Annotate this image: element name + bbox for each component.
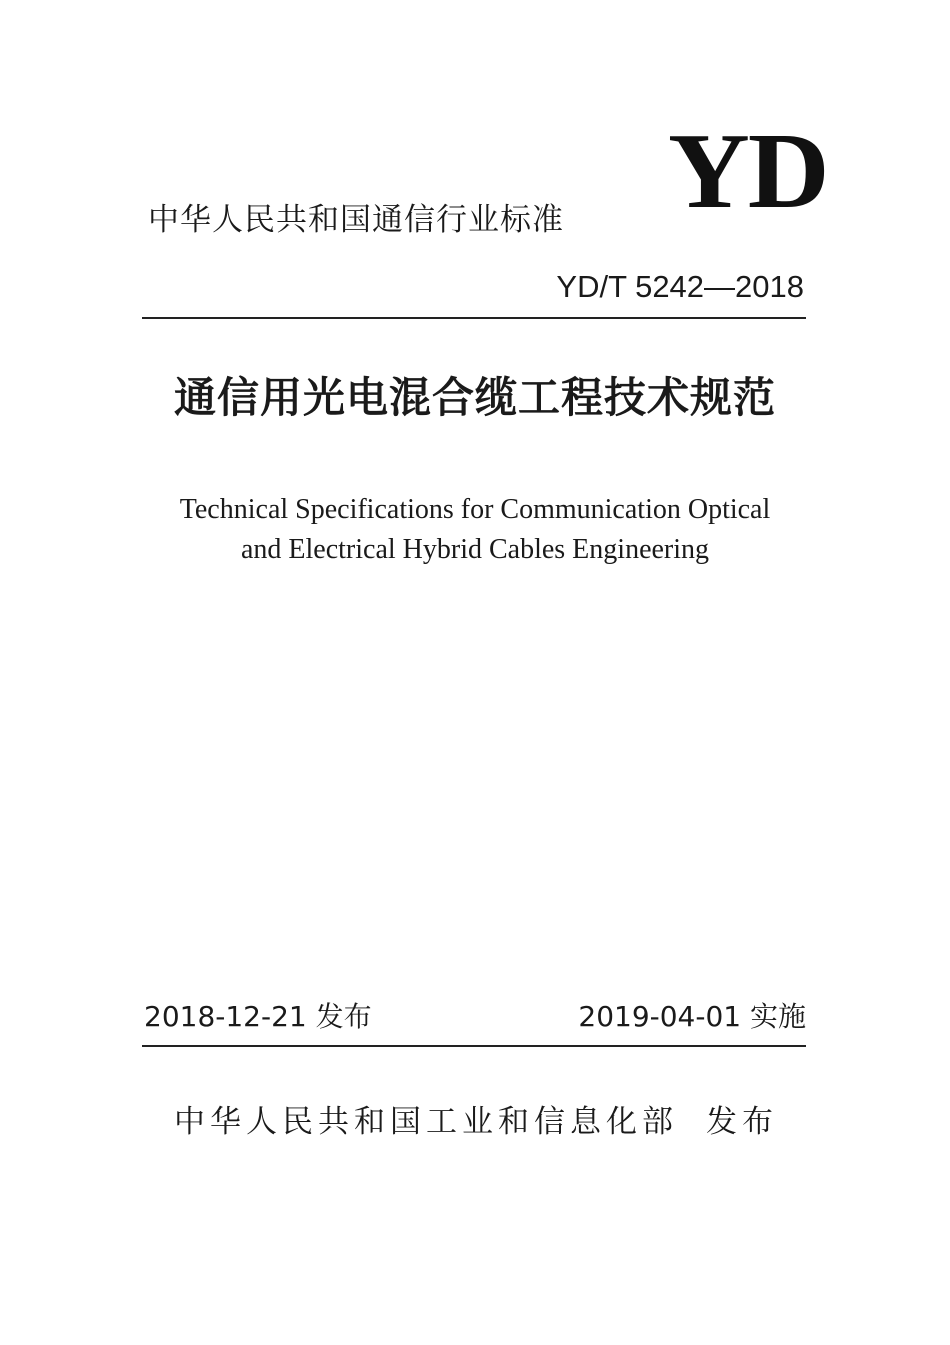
page-title: 通信用光电混合缆工程技术规范 [173,373,776,422]
issue-date: 2018-12-21 发布 [144,1000,372,1033]
publisher-name: 中华人民共和国工业和信息化部 [174,1104,678,1140]
english-title-line-1: Technical Specifications for Communication Optical [179,494,771,525]
implementation-date: 2019-04-01 实施 [578,1000,806,1033]
header-divider [142,317,806,319]
standard-number: YD/T 5242—2018 [556,269,804,304]
english-title-line-2: and Electrical Hybrid Cables Engineering [240,534,710,565]
standard-category: 中华人民共和国通信行业标准 [148,202,564,238]
publisher-action: 发布 [706,1104,778,1140]
footer-divider [142,1045,806,1047]
yd-logo: YD [668,112,828,231]
